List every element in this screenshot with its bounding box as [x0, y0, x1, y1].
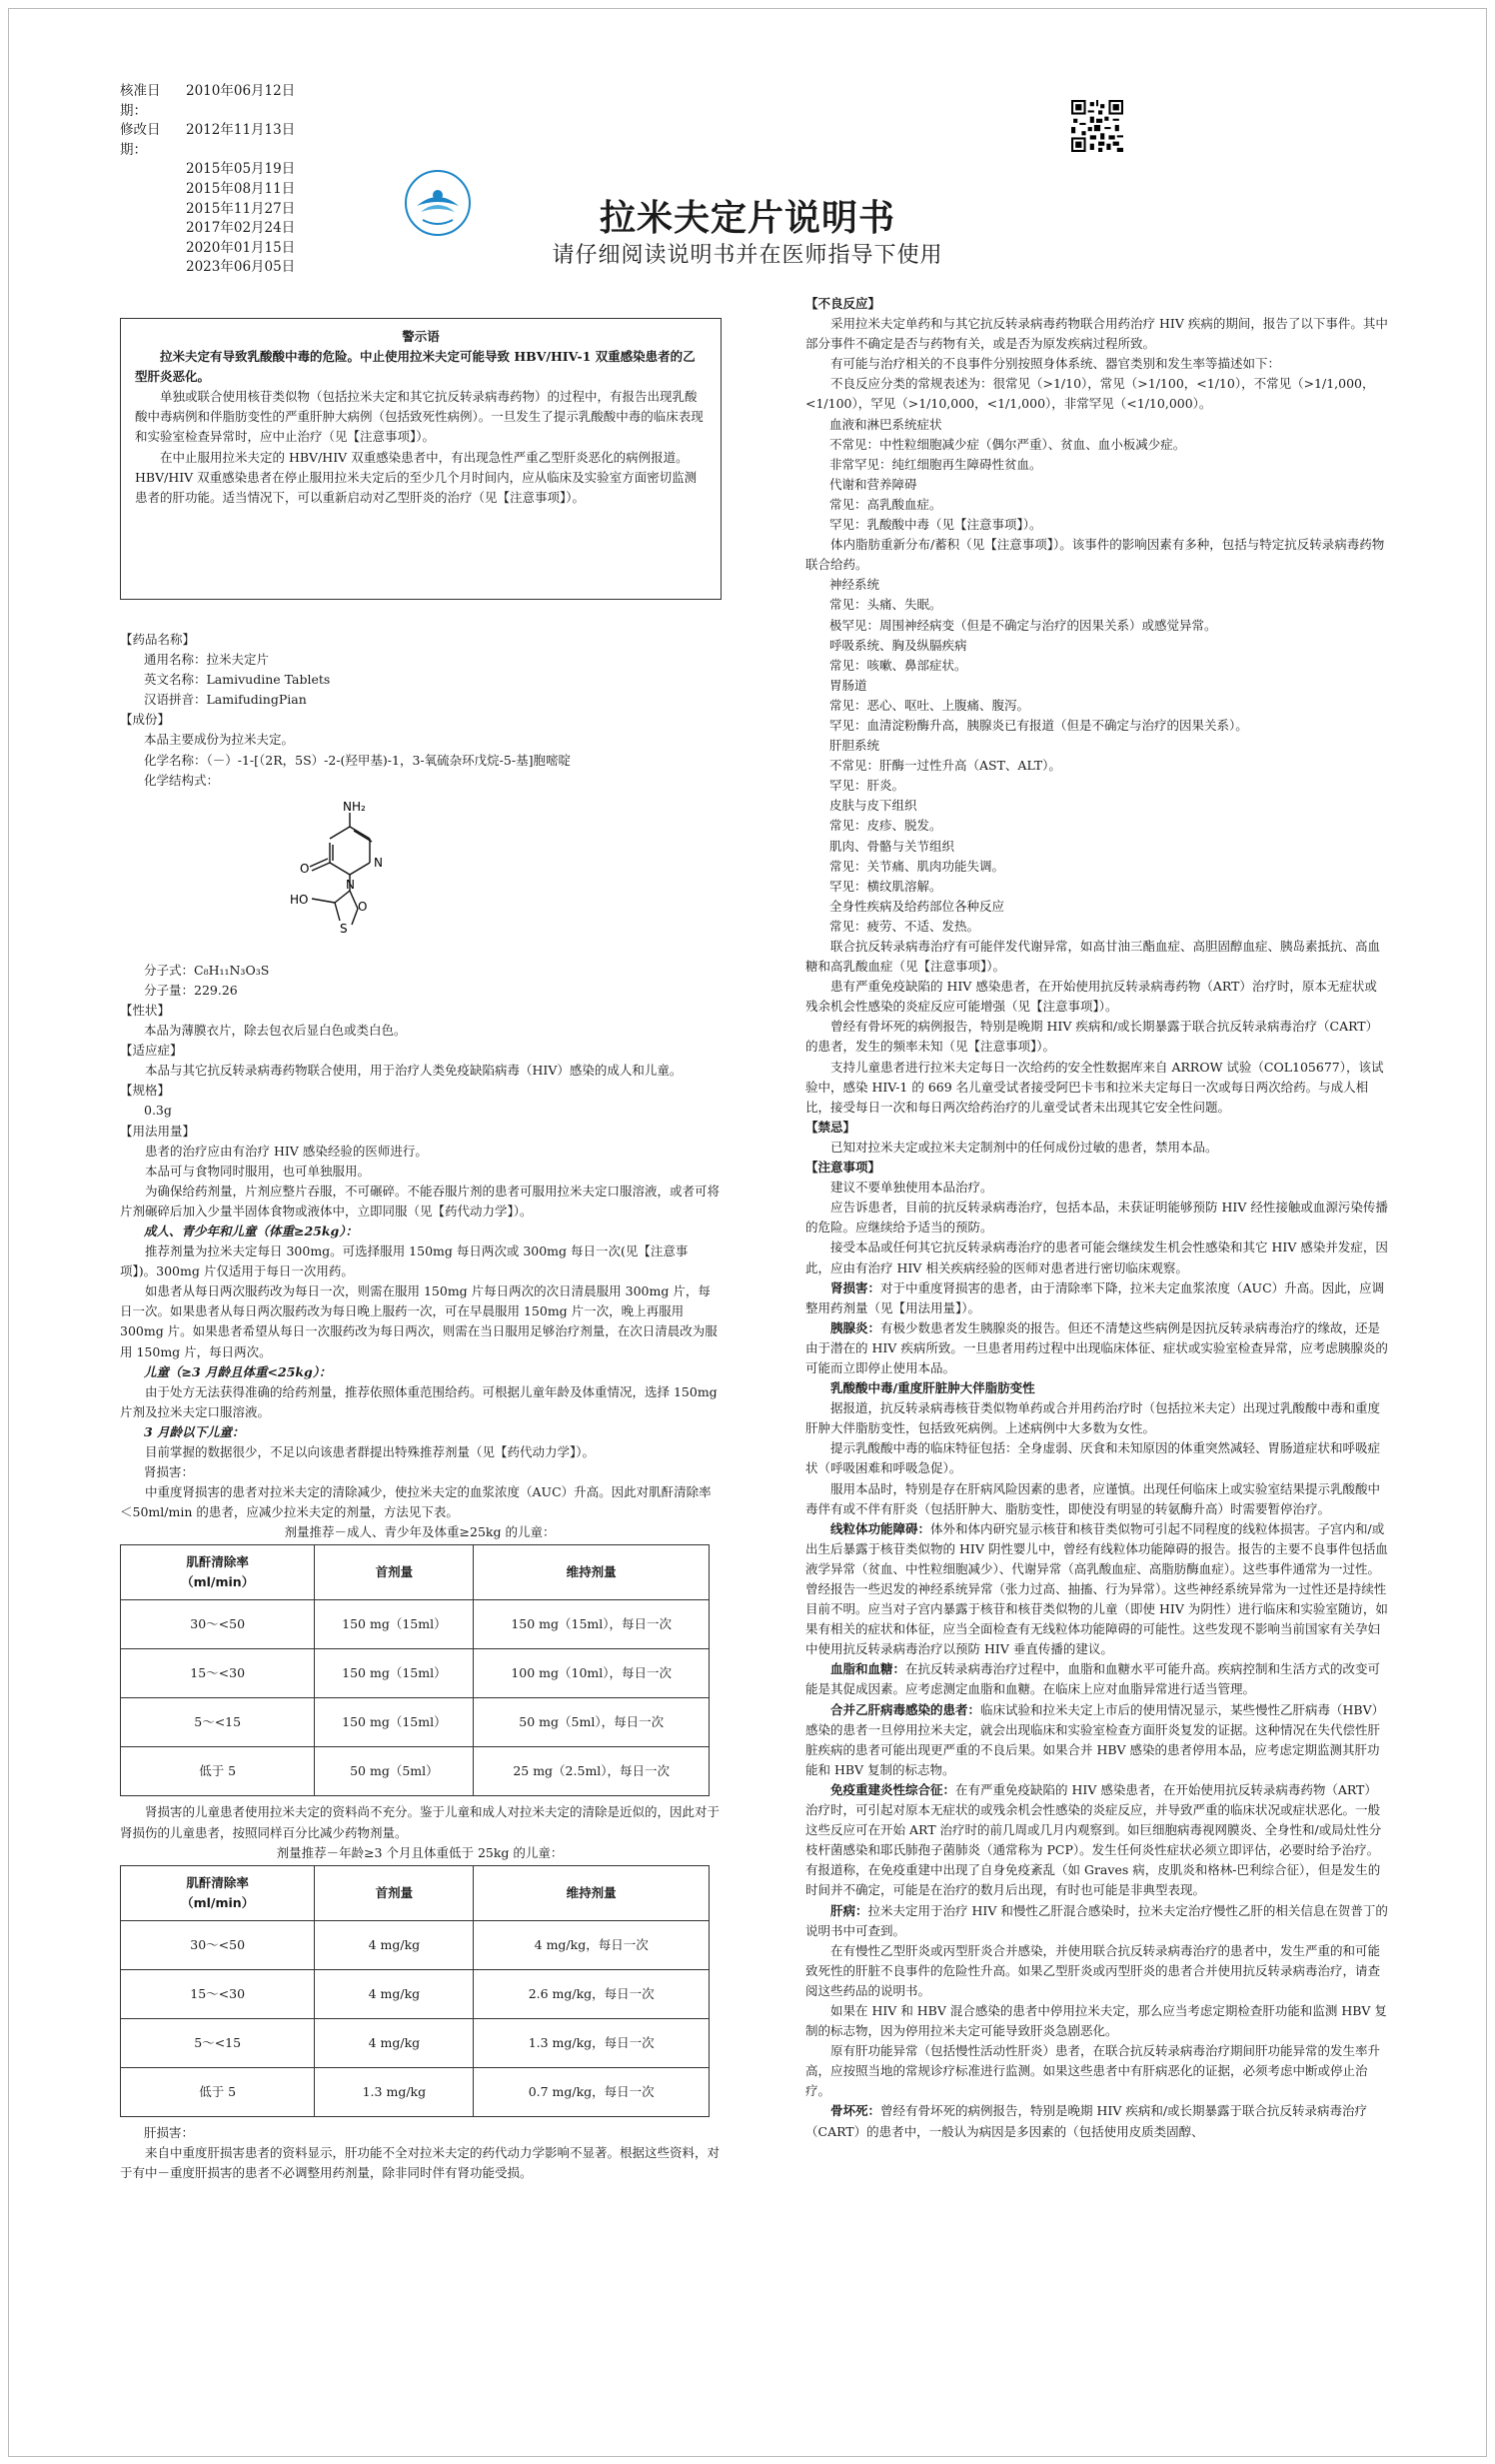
- table-cell: 低于 5: [121, 2067, 315, 2116]
- table-row: [121, 1920, 710, 1969]
- paragraph: [805, 1278, 1389, 1318]
- header-cell: 肌酐清除率 （ml/min）: [181, 1554, 255, 1590]
- subheading: 儿童（≥3 月龄且体重<25kg）：: [144, 1363, 332, 1379]
- text: 服用本品时，特别是存在肝病风险因素的患者，应谨慎。出现任何临床上或实验室结果提示乳酸酸中毒伴有或不伴有肝炎（包括肝肿大、脂肪变性，即使没有明显的转氨酶升高）时需要暂停治疗。: [805, 1480, 1381, 1516]
- date-label: 修改日期：: [120, 122, 161, 158]
- table-row: [121, 1969, 710, 2018]
- date-value: 2015年05月19日: [186, 161, 296, 178]
- text: 曾经有骨坏死的病例报告，特别是晚期 HIV 疾病和/或长期暴露于联合抗反转录病毒治疗（CART）的患者中，一般认为病因是多因素的（包括使用皮质类固醇、: [805, 2103, 1368, 2139]
- text: 极罕见：周围神经病变（但是不确定与治疗的因果关系）或感觉异常。: [829, 617, 1217, 633]
- paragraph: [805, 1519, 1389, 1660]
- system-heading: 神经系统: [829, 577, 880, 593]
- page-subtitle: 请仔细阅读说明书并在医师指导下使用: [552, 243, 943, 268]
- table-cell: 150 mg（15ml），每日一次: [474, 1600, 710, 1649]
- text: 肾损害的儿童患者使用拉米夫定的资料尚不充分。鉴于儿童和成人对拉米夫定的清除是近似的，因此对于肾损伤的儿童患者，按照同样百分比减少药物剂量。: [120, 1804, 721, 1840]
- section-heading: 【禁忌】: [805, 1119, 856, 1135]
- table-cell: 1.3 mg/kg，每日一次: [474, 2018, 710, 2067]
- dose-table-child: [120, 1865, 710, 2117]
- table-cell: 4 mg/kg: [315, 1969, 474, 2018]
- text: 有可能与治疗相关的不良事件分别按照身体系统、器官类别和发生率等描述如下：: [830, 356, 1281, 372]
- structure-diagram: [200, 791, 440, 961]
- subheading: 乳酸酸中毒/重度肝脏肿大伴脂肪变性: [830, 1380, 1035, 1396]
- table-cell: 30～<50: [121, 1600, 315, 1649]
- text: 本品可与食物同时服用，也可单独服用。: [145, 1163, 371, 1179]
- qr-code-icon: [1071, 100, 1123, 152]
- text: 罕见：横纹肌溶解。: [829, 878, 942, 894]
- text: 如果在 HIV 和 HBV 混合感染的患者中停用拉米夫定，那么应当考虑定期检查肝功能和监测 HBV 复制的标志物，因为停用拉米夫定可能导致肝炎急剧恶化。: [805, 2002, 1387, 2039]
- inline-heading: 合并乙肝病毒感染的患者：: [830, 1701, 981, 1717]
- text: 不常见：中性粒细胞减少症（偶尔严重）、贫血、血小板减少症。: [829, 436, 1186, 452]
- date-value: 2017年02月24日: [186, 220, 296, 237]
- text: 对于中重度肾损害的患者，由于清除率下降，拉米夫定血浆浓度（AUC）升高。因此，应调整用药剂量（见【用法用量】）。: [805, 1279, 1385, 1315]
- text: 已知对拉米夫定或拉米夫定制剂中的任何成份过敏的患者，禁用本品。: [830, 1139, 1218, 1155]
- text: 患有严重免疫缺陷的 HIV 感染患者，在开始使用抗反转录病毒药物（ART）治疗时，原本无症状或残余机会性感染的炎症反应可能增强（见【注意事项】）。: [805, 979, 1377, 1015]
- subheading: 成人、青少年和儿童（体重≥25kg）：: [144, 1223, 359, 1238]
- section-heading: 【不良反应】: [805, 296, 881, 311]
- warning-paragraph: 单独或联合使用核苷类似物（包括拉米夫定和其它抗反转录病毒药物）的过程中，有报告出现乳酸酸中毒病例和伴脂肪变性的严重肝肿大病例（包括致死性病例）。一旦发生了提示乳酸酸中毒的临床表现和实验室检查异常时，应中止治疗（见【注意事项】）。: [135, 389, 704, 445]
- inline-heading: 肝病：: [830, 1902, 868, 1918]
- table-cell: 低于 5: [121, 1747, 315, 1796]
- text: 来自中重度肝损害患者的资料显示，肝功能不全对拉米夫定的药代动力学影响不显著。根据这些资料，对于有中－重度肝损害的患者不必调整用药剂量，除非同时伴有肾功能受损。: [120, 2144, 721, 2180]
- molecular-weight: 分子量：229.26: [144, 982, 238, 998]
- table-row: [121, 2018, 710, 2067]
- text: 采用拉米夫定单药和与其它抗反转录病毒药物联合用药治疗 HIV 疾病的期间，报告了以下事件。其中部分事件不确定是否与药物有关，或是否为原发疾病过程所致。: [805, 316, 1388, 352]
- text: 据报道，抗反转录病毒核苷类似物单药或合并用药治疗时（包括拉米夫定）出现过乳酸酸中毒和重度肝肿大伴脂肪变性，包括致死病例。上述病例中大多数为女性。: [805, 1400, 1381, 1436]
- text: 有极少数患者发生胰腺炎的报告。但还不清楚这些病例是因抗反转录病毒治疗的缘故，还是由于潜在的 HIV 疾病所致。一旦患者用药过程中出现临床体征、症状或实验室检查异常，应考虑胰腺炎的可能而立即停止使用本品。: [805, 1319, 1388, 1375]
- generic-name: 通用名称：拉米夫定片: [144, 652, 270, 668]
- table-cell: 50 mg（5ml）: [315, 1747, 474, 1796]
- text: 接受本品或任何其它抗反转录病毒治疗的患者可能会继续发生机会性感染和其它 HIV 感染并发症，因此，应由有治疗 HIV 相关疾病经验的医师对患者进行密切临床观察。: [805, 1239, 1388, 1275]
- text: 目前掌握的数据很少，不足以向该患者群提出特殊推荐剂量（见【药代动力学】）。: [145, 1444, 596, 1459]
- label-n: N: [374, 855, 383, 870]
- formula: 分子式：C₈H₁₁N₃O₃S: [144, 962, 270, 978]
- subheading: 肝损害：: [144, 2124, 195, 2140]
- text: 建议不要单独使用本品治疗。: [830, 1180, 993, 1196]
- text: 常见：头痛、失眠。: [829, 597, 942, 613]
- text: 罕见：乳酸酸中毒（见【注意事项】）。: [829, 517, 1042, 533]
- table-row: [121, 2067, 710, 2116]
- paragraph: [805, 1901, 1389, 1941]
- label-o: O: [300, 861, 310, 876]
- inline-heading: 胰腺炎：: [830, 1319, 881, 1335]
- system-heading: 肝胆系统: [829, 738, 880, 754]
- text: 在有慢性乙型肝炎或丙型肝炎合并感染，并使用联合抗反转录病毒治疗的患者中，发生严重的和可能致死性的肝脏不良事件的危险性升高。如果乙型肝炎或丙型肝炎的患者合并使用抗反转录病毒治疗，请查阅这些药品的说明书。: [805, 1942, 1381, 1998]
- text: 为确保给药剂量，片剂应整片吞服，不可碾碎。不能吞服片剂的患者可服用拉米夫定口服溶液，或者可将片剂碾碎后加入少量半固体食物或液体中，立即同服（见【药代动力学】）。: [120, 1183, 721, 1219]
- text: 在有严重免疫缺陷的 HIV 感染患者，在开始使用抗反转录病毒药物（ART）治疗时，可引起对原本无症状的或残余机会性感染的炎症反应，并导致严重的临床状况或症状恶化。一般这些反应可在开始 ART 治疗时的前几周或几月内观察到。如巨细胞病毒视网膜炎、全身性和/或局灶性分枝杆菌感染和耶氏肺孢子菌肺炎（通常称为 PCP）。发生任何炎性症状必须立即评估，必要时给予治疗。有报道称，在免疫重建中出现了自身免疫紊乱（如 Graves 病，皮肌炎和格林-巴利综合征），但是发生的时间并不确定，可能是在治疗的数月后出现，有时也可能是非典型表现。: [805, 1781, 1382, 1898]
- table-cell: 15～<30: [121, 1649, 315, 1698]
- table-cell: 50 mg（5ml），每日一次: [474, 1698, 710, 1747]
- text: 常见：疲劳、不适、发热。: [829, 918, 980, 934]
- date-value: 2020年01月15日: [186, 239, 296, 256]
- chemical-structure: [200, 791, 440, 961]
- chemical-name: 化学名称：（－）-1-[（2R，5S）-2-(羟甲基)-1，3-氧硫杂环戊烷-5-基]胞嘧啶: [144, 752, 571, 768]
- text: 体外和体内研究显示核苷和核苷类似物可引起不同程度的线粒体损害。子宫内和/或出生后暴露于核苷类似物的 HIV 阴性婴儿中，曾经有线粒体功能障碍的报告。报告的主要不良事件包括血液学异常（贫血、中性粒细胞减少）、代谢异常（高乳酸血症、高脂肪酶血症）。这些事件通常为一过性。曾经报告一些迟发的神经系统异常（张力过高、抽搐、行为异常）。这些神经系统异常为一过性还是持续性目前不明。应当对子宫内暴露于核苷和核苷类似物的儿童（即使 HIV 为阴性）进行临床和实验室随访，如果有相关的症状和体征，应当全面检查有无线粒体功能障碍的可能性。这些发现不影响当前国家有关孕妇中使用抗反转录病毒治疗以预防 HIV 垂直传播的建议。: [805, 1520, 1388, 1657]
- text: 应告诉患者，目前的抗反转录病毒治疗，包括本品，未获证明能够预防 HIV 经性接触或血源污染传播的危险。应继续给予适当的预防。: [805, 1200, 1388, 1235]
- system-heading: 肌肉、骨骼与关节组织: [829, 838, 955, 854]
- system-heading: 血液和淋巴系统症状: [829, 416, 942, 432]
- section-heading: 【规格】: [120, 1083, 171, 1099]
- text: 体内脂肪重新分布/蓄积（见【注意事项】）。该事件的影响因素有多种，包括与特定抗反转录病毒药物联合给药。: [805, 537, 1385, 573]
- table-row: [121, 1698, 710, 1747]
- table-cell: 15～<30: [121, 1969, 315, 2018]
- warning-lead: 拉米夫定有导致乳酸酸中毒的危险。中止使用拉米夫定可能导致 HBV/HIV-1 双重感染患者的乙型肝炎恶化。: [135, 349, 696, 385]
- date-value: 2023年06月05日: [186, 259, 296, 276]
- pinyin-name: 汉语拼音：LamifudingPian: [144, 692, 307, 708]
- paragraph: [805, 1700, 1389, 1780]
- table-cell: 30～<50: [121, 1920, 315, 1969]
- table-header: 首剂量: [315, 1545, 474, 1600]
- text: 常见：高乳酸血症。: [829, 496, 942, 512]
- table-cell: 5～<15: [121, 2018, 315, 2067]
- header-cell: 肌酐清除率 （ml/min）: [181, 1874, 255, 1910]
- dose-table-adult: [120, 1544, 710, 1796]
- table-row: [121, 1600, 710, 1649]
- inline-heading: 免疫重建炎性综合征：: [830, 1781, 956, 1797]
- text: 中重度肾损害的患者对拉米夫定的清除减少，使拉米夫定的血浆浓度（AUC）升高。因此对肌酐清除率＜50ml/min 的患者，应减少拉米夫定的剂量，方法见下表。: [120, 1484, 712, 1520]
- label-s: S: [340, 921, 348, 936]
- table-cell: 150 mg（15ml）: [315, 1600, 474, 1649]
- text: 曾经有骨坏死的病例报告，特别是晚期 HIV 疾病和/或长期暴露于联合抗反转录病毒治疗（CART）的患者，发生的频率未知（见【注意事项】）。: [805, 1019, 1379, 1055]
- system-heading: 代谢和营养障碍: [829, 476, 917, 492]
- inline-heading: 线粒体功能障碍：: [830, 1520, 931, 1536]
- text: 常见：恶心、呕吐、上腹痛、腹泻。: [829, 697, 1030, 713]
- warning-box: [120, 318, 722, 600]
- right-column: [805, 294, 1389, 2142]
- text: 本品主要成份为拉米夫定。: [144, 732, 295, 748]
- system-heading: 呼吸系统、胸及纵膈疾病: [829, 637, 967, 653]
- system-heading: 皮肤与皮下组织: [829, 798, 917, 814]
- label-o: O: [358, 899, 368, 914]
- table-header: 维持剂量: [474, 1545, 710, 1600]
- english-name: 英文名称：Lamivudine Tablets: [144, 672, 331, 688]
- label-n: N: [346, 877, 355, 892]
- date-value: 2012年11月13日: [186, 122, 296, 139]
- text: 患者的治疗应由有治疗 HIV 感染经验的医师进行。: [145, 1143, 428, 1159]
- subheading: 3 月龄以下儿童：: [144, 1423, 245, 1439]
- page-title: 拉米夫定片说明书: [599, 198, 895, 239]
- text: 常见：关节痛、肌肉功能失调。: [829, 858, 1005, 874]
- table-cell: 1.3 mg/kg: [315, 2067, 474, 2116]
- left-column: [120, 630, 720, 2183]
- inline-heading: 骨坏死：: [830, 2103, 881, 2119]
- text: 临床试验和拉米夫定上市后的使用情况显示，某些慢性乙肝病毒（HBV）感染的患者一旦停用拉米夫定，就会出现临床和实验室检查方面肝炎复发的证据。这种情况在失代偿性肝脏疾病的患者可能出现更严重的不良后果。如果合并 HBV 感染的患者停用本品，应考虑定期监测其肝功能和 HBV 复制的标志物。: [805, 1701, 1385, 1777]
- label-nh2: NH₂: [343, 799, 366, 814]
- text: 支持儿童患者进行拉米夫定每日一次给药的安全性数据库来自 ARROW 试验（COL105677），该试验中，感染 HIV-1 的 669 名儿童受试者接受阿巴卡韦和拉米夫定每日一次或每日两次给药。与成人相比，接受每日一次和每日两次给药治疗的儿童受试者未出现其它安全性问题。: [805, 1059, 1384, 1115]
- warning-title: 警示语: [402, 329, 440, 344]
- section-heading: 【成份】: [120, 712, 171, 728]
- text: 化学结构式：: [144, 772, 220, 788]
- date-value: 2015年11月27日: [186, 200, 296, 217]
- table-row: [121, 1747, 710, 1796]
- inline-heading: 肾损害：: [830, 1279, 881, 1295]
- table-header: [121, 1865, 315, 1920]
- table-caption: 剂量推荐－年龄≥3 个月且体重低于 25kg 的儿童：: [276, 1844, 564, 1860]
- date-value: 2015年08月11日: [186, 180, 296, 197]
- text: 罕见：肝炎。: [829, 778, 905, 794]
- date-value: 2010年06月12日: [186, 83, 296, 99]
- paragraph: [805, 1318, 1389, 1378]
- table-header: 维持剂量: [474, 1865, 710, 1920]
- text: 在抗反转录病毒治疗过程中，血脂和血糖水平可能升高。疾病控制和生活方式的改变可能是其促成因素。应考虑测定血脂和血糖。在临床上应对血脂异常进行适当管理。: [805, 1661, 1381, 1697]
- table-cell: 150 mg（15ml）: [315, 1698, 474, 1747]
- paragraph: [805, 2101, 1389, 2141]
- paragraph: [805, 1780, 1389, 1901]
- section-heading: 【药品名称】: [120, 632, 196, 647]
- section-heading: 【适应症】: [120, 1043, 183, 1059]
- text: 0.3g: [144, 1103, 172, 1119]
- section-heading: 【用法用量】: [120, 1123, 196, 1139]
- table-cell: 4 mg/kg，每日一次: [474, 1920, 710, 1969]
- table-cell: 5～<15: [121, 1698, 315, 1747]
- table-header: [121, 1545, 315, 1600]
- section-heading: 【性状】: [120, 1002, 171, 1018]
- text: 如患者从每日两次服药改为每日一次，则需在服用 150mg 片每日两次的次日清晨服用 300mg 片，每日一次。如果患者从每日两次服药改为每日晚上服药一次，可在早晨服用 150mg 片一次，晚上再服用 300mg 片。如果患者希望从每日一次服药改为每日两次，则需在当日服用足够治疗剂量，在次日清晨改为服用 150mg 片，每日两次。: [120, 1283, 718, 1359]
- table-cell: 150 mg（15ml）: [315, 1649, 474, 1698]
- date-label: 核准日期：: [120, 83, 161, 119]
- paragraph: [805, 1659, 1389, 1699]
- table-header: 首剂量: [315, 1865, 474, 1920]
- text: 不常见：肝酶一过性升高（AST、ALT）。: [829, 758, 1061, 774]
- text: 提示乳酸酸中毒的临床特征包括：全身虚弱、厌食和未知原因的体重突然减轻、胃肠道症状和呼吸症状（呼吸困难和呼吸急促）。: [805, 1440, 1381, 1476]
- section-heading: 【注意事项】: [805, 1160, 881, 1176]
- system-heading: 胃肠道: [829, 677, 867, 693]
- table-cell: 4 mg/kg: [315, 2018, 474, 2067]
- table-cell: 2.6 mg/kg，每日一次: [474, 1969, 710, 2018]
- text: 本品为薄膜衣片，除去包衣后显白色或类白色。: [144, 1023, 407, 1039]
- text: 罕见：血清淀粉酶升高，胰腺炎已有报道（但是不确定与治疗的因果关系）。: [829, 717, 1248, 733]
- text: 推荐剂量为拉米夫定每日 300mg。可选择服用 150mg 每日两次或 300mg 每日一次(见【注意事项】)。300mg 片仅适用于每日一次用药。: [120, 1243, 689, 1279]
- label-ho: HO: [290, 892, 309, 907]
- system-heading: 全身性疾病及给药部位各种反应: [829, 898, 1005, 914]
- subheading: 肾损害：: [144, 1464, 195, 1480]
- table-cell: 0.7 mg/kg，每日一次: [474, 2067, 710, 2116]
- table-caption: 剂量推荐－成人、青少年及体重≥25kg 的儿童：: [284, 1524, 556, 1540]
- text: 拉米夫定用于治疗 HIV 和慢性乙肝混合感染时，拉米夫定治疗慢性乙肝的相关信息在贺普丁的说明书中可查到。: [805, 1902, 1388, 1938]
- text: 由于处方无法获得准确的给药剂量，推荐依照体重范围给药。可根据儿童年龄及体重情况，选择 150mg 片剂及拉米夫定口服溶液。: [120, 1383, 718, 1419]
- text: 常见：咳嗽、鼻部症状。: [829, 657, 967, 673]
- text: 非常罕见：纯红细胞再生障碍性贫血。: [829, 456, 1042, 472]
- text: 常见：皮疹、脱发。: [829, 818, 942, 834]
- text: 原有肝功能异常（包括慢性活动性肝炎）患者，在联合抗反转录病毒治疗期间肝功能异常的发生率升高，应按照当地的常规诊疗标准进行监测。如果这些患者中有肝病恶化的证据，必须考虑中断或停止治疗。: [805, 2043, 1381, 2099]
- table-cell: 4 mg/kg: [315, 1920, 474, 1969]
- inline-heading: 血脂和血糖：: [830, 1661, 906, 1677]
- text: 不良反应分类的常规表述为：很常见（>1/10），常见（>1/100，<1/10），不常见（>1/1,000，<1/100），罕见（>1/10,000，<1/1,000），非常罕见（<1/10,000）。: [805, 376, 1375, 412]
- warning-paragraph: 在中止服用拉米夫定的 HBV/HIV 双重感染患者中，有出现急性严重乙型肝炎恶化的病例报道。HBV/HIV 双重感染患者在停止服用拉米夫定后的至少几个月时间内，应从临床及实验室方面密切监测患者的肝功能。适当情况下，可以重新启动对乙型肝炎的治疗（见【注意事项】）。: [135, 449, 698, 505]
- text: 本品与其它抗反转录病毒药物联合使用，用于治疗人类免疫缺陷病毒（HIV）感染的成人和儿童。: [145, 1063, 683, 1079]
- table-cell: 25 mg（2.5ml），每日一次: [474, 1747, 710, 1796]
- table-cell: 100 mg（10ml），每日一次: [474, 1649, 710, 1698]
- table-row: [121, 1649, 710, 1698]
- text: 联合抗反转录病毒治疗有可能伴发代谢异常，如高甘油三酯血症、高胆固醇血症、胰岛素抵抗、高血糖和高乳酸血症（见【注意事项】）。: [805, 939, 1381, 975]
